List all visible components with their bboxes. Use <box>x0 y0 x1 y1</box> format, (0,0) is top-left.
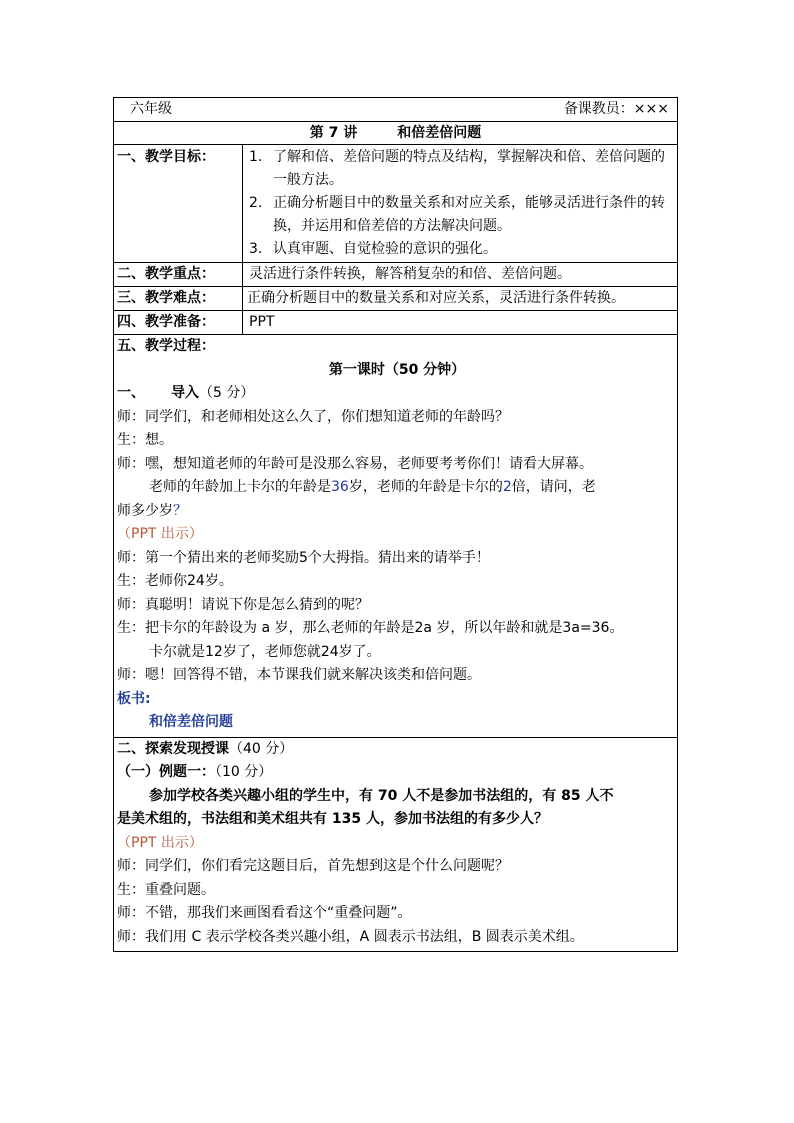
goal-item: 3. 认真审题、自觉检验的意识的强化。 <box>249 241 497 257</box>
key-value: 灵活进行条件转换，解答稍复杂的和倍、差倍问题。 <box>243 263 678 287</box>
example-question: 是美术组的，书法组和美术组共有 135 人，参加书法组的有多少人？ <box>117 811 548 827</box>
ppt-note: （PPT 出示） <box>117 834 203 851</box>
example-heading: （一）例题一：（10 分） <box>117 764 273 780</box>
section-two-heading: 二、探索发现授课（40 分） <box>117 740 294 757</box>
process-section <box>114 335 677 737</box>
lesson-heading: 第一课时（50 分钟） <box>328 361 466 378</box>
lecture-topic: 和倍差倍问题 <box>397 125 482 141</box>
ppt-note: （PPT 出示） <box>117 526 203 542</box>
lesson-plan-table <box>113 97 678 952</box>
dialogue-line: 师：同学们，和老师相处这么久了，你们想知道老师的年龄吗？ <box>117 408 509 425</box>
process-label: 五、教学过程： <box>117 338 215 354</box>
goal-item: 1. 了解和倍、差倍问题的特点及结构，掌握解决和倍、差倍问题的一般方法。 <box>249 149 665 188</box>
teacher-label: 备课教员：××× <box>563 101 670 117</box>
example-question: 参加学校各类兴趣小组的学生中，有 70 人不是参加书法组的，有 85 人不 <box>149 787 614 804</box>
board-label: 板书: <box>117 690 151 707</box>
dialogue-line: 生：重叠问题。 <box>117 881 215 898</box>
difficulty-label: 三、教学难点： <box>114 287 243 311</box>
section-two <box>114 737 677 952</box>
prep-value: PPT <box>243 311 678 335</box>
dialogue-line: 师：我们用 C 表示学校各类兴趣小组，A 圆表示书法组，B 圆表示美术组。 <box>117 928 584 945</box>
dialogue-line: 师：同学们，你们看完这题目后，首先想到这是个什么问题呢？ <box>117 858 509 874</box>
lesson-plan <box>113 97 677 952</box>
board-text: 和倍差倍问题 <box>149 714 233 730</box>
difficulty-value: 正确分析题目中的数量关系和对应关系，灵活进行条件转换。 <box>243 287 678 311</box>
goals-label: 一、教学目标： <box>114 145 243 263</box>
dialogue-line: 生：老师你24岁。 <box>117 573 233 589</box>
dialogue-line: 师：真聪明！请说下你是怎么猜到的呢？ <box>117 596 369 613</box>
lecture-title <box>114 122 677 144</box>
dialogue-line: 师：第一个猜出来的老师奖励5个大拇指。猜出来的请举手！ <box>117 549 490 566</box>
grade-label: 六年级 <box>130 101 172 117</box>
header-row <box>114 98 677 121</box>
goals-list <box>243 145 677 262</box>
dialogue-line: 师：不错，那我们来画图看看这个“重叠问题”。 <box>117 905 412 921</box>
dialogue-line: 师：嘿，想知道老师的年龄可是没那么容易，老师要考考你们！请看大屏幕。 <box>117 455 593 472</box>
prep-label: 四、教学准备： <box>114 311 243 335</box>
question-line: 师多少岁？ <box>117 502 187 519</box>
goal-item: 2. 正确分析题目中的数量关系和对应关系，能够灵活进行条件的转换，并运用和倍差倍的方法解决问题。 <box>249 195 665 234</box>
dialogue-line: 生：把卡尔的年龄设为 a 岁，那么老师的年龄是2a 岁，所以年龄和就是3a=36。 <box>117 620 624 636</box>
dialogue-line: 师：嗯！回答得不错，本节课我们就来解决该类和倍问题。 <box>117 667 481 683</box>
intro-heading: 一、 导入（5 分） <box>117 385 255 401</box>
key-label: 二、教学重点： <box>114 263 243 287</box>
lecture-number: 第 7 讲 <box>309 125 358 141</box>
dialogue-line: 卡尔就是12岁了，老师您就24岁了。 <box>149 643 381 660</box>
question-line: 老师的年龄加上卡尔的年龄是36岁，老师的年龄是卡尔的2倍，请问，老 <box>149 479 596 495</box>
dialogue-line: 生：想。 <box>117 432 173 448</box>
